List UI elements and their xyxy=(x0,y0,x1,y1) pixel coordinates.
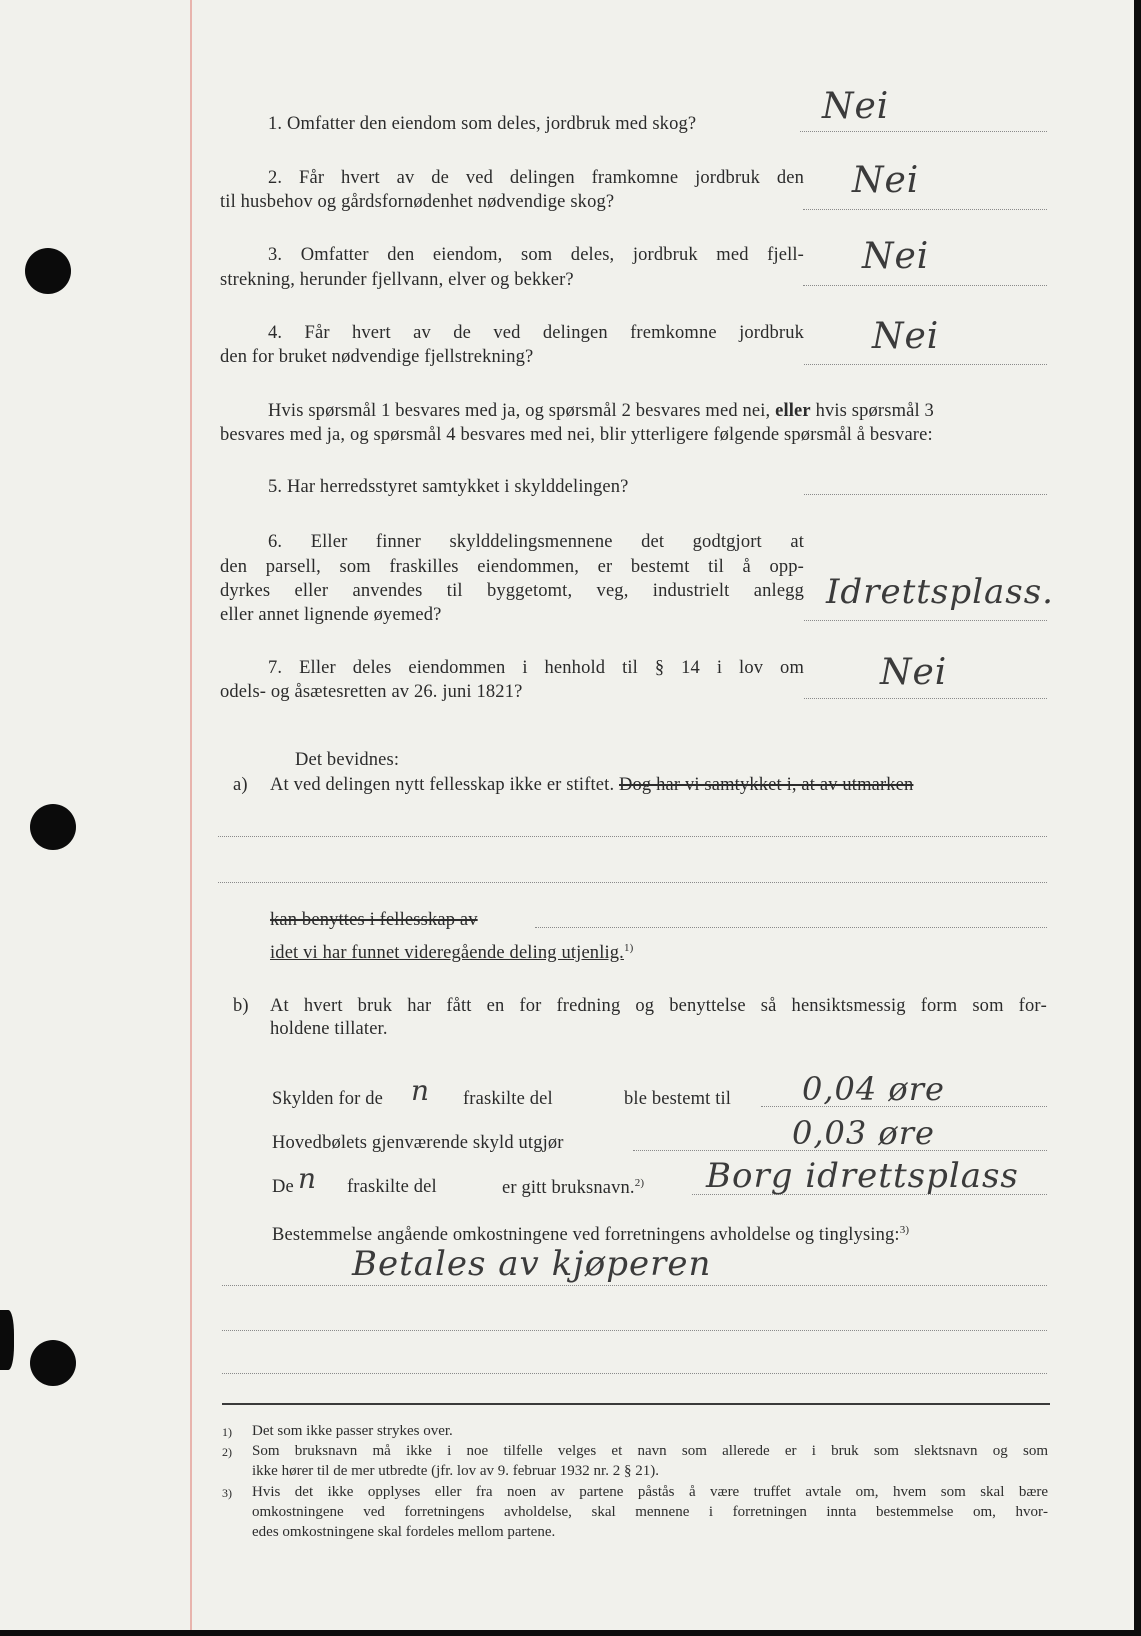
skyld-label-2: fraskilte del xyxy=(463,1089,553,1109)
answer-line xyxy=(803,285,1047,286)
footnote-2-line-1: Som bruksnavn må ikke i noe tilfelle velges et navn som allerede er i bruk som slektsnavn og som xyxy=(252,1443,1048,1459)
answer-line xyxy=(800,131,1047,132)
answer-line xyxy=(804,620,1047,621)
hoved-label: Hovedbølets gjenværende skyld utgjør xyxy=(272,1133,564,1153)
answer-1: Nei xyxy=(822,86,890,127)
footnote-1: Det som ikke passer strykes over. xyxy=(252,1423,453,1439)
footnote-3-mark: 3) xyxy=(222,1486,232,1500)
certify-b-line-1: At hvert bruk har fått en for fredning og benyttelse så hensiktsmessig form som for‑ xyxy=(270,996,1047,1016)
question-6-line-3: dyrkes eller anvendes til byggetomt, veg, industrielt anlegg xyxy=(220,581,804,601)
answer-line xyxy=(803,209,1047,210)
condition-line-2: besvares med ja, og spørsmål 4 besvares med nei, blir ytterligere følgende spørsmål å besvare: xyxy=(220,425,933,445)
blank-line xyxy=(218,882,1047,883)
footnote-3-line-2: omkostningene ved forretningens avholdelse, skal mennene i forretningen innta bestemmelse om, hvor‑ xyxy=(252,1504,1048,1520)
question-2-line-2: til husbehov og gårdsfornødenhet nødvendige skog? xyxy=(220,192,615,212)
skyld-hw-suffix: n xyxy=(411,1074,431,1107)
struck-line-1: kan benyttes i fellesskap av xyxy=(270,910,478,930)
question-7-line-2: odels‑ og åsætesretten av 26. juni 1821? xyxy=(220,682,523,702)
footnote-3-line-3: edes omkostningene skal fordeles mellom partene. xyxy=(252,1524,556,1540)
skyld-value: 0,04 øre xyxy=(802,1070,945,1108)
footnote-3-line-1: Hvis det ikke opplyses eller fra noen av partene påstås å være truffet avtale om, hvem som skal bære xyxy=(252,1484,1048,1500)
margin-rule xyxy=(190,0,192,1630)
condition-line-1: Hvis spørsmål 1 besvares med ja, og spørsmål 2 besvares med nei, eller hvis spørsmål 3 xyxy=(268,401,934,421)
best-label: Bestemmelse angående omkostningene ved forretningens avholdelse og tinglysing:$^{3)}$ xyxy=(272,1224,910,1246)
certify-b-line-2: holdene tillater. xyxy=(270,1019,388,1039)
footnote-1-mark: 1) xyxy=(222,1425,232,1439)
answer-line xyxy=(804,494,1047,495)
punch-hole xyxy=(30,804,76,850)
punch-hole xyxy=(25,248,71,294)
answer-line xyxy=(804,698,1047,699)
answer-3: Nei xyxy=(862,236,930,277)
answer-2: Nei xyxy=(852,160,920,201)
field-line xyxy=(222,1373,1047,1374)
question-3-line-1: 3. Omfatter den eiendom, som deles, jordbruk med fjell‑ xyxy=(268,245,804,265)
blank-line xyxy=(218,836,1047,837)
del-value: Borg idrettsplass xyxy=(706,1156,1019,1196)
question-1: 1. Omfatter den eiendom som deles, jordbruk med skog? xyxy=(268,114,697,134)
answer-7: Nei xyxy=(880,652,948,693)
answer-6: Idrettsplass. xyxy=(826,572,1054,612)
question-2-line-1: 2. Får hvert av de ved delingen framkomne jordbruk den xyxy=(268,168,804,188)
field-line xyxy=(222,1285,1047,1286)
del-hw-suffix: n xyxy=(298,1162,318,1195)
skyld-label-1: Skylden for de xyxy=(272,1089,384,1109)
footnote-rule xyxy=(222,1403,1050,1405)
question-4-line-2: den for bruket nødvendige fjellstrekning? xyxy=(220,347,534,367)
question-5: 5. Har herredsstyret samtykket i skylddelingen? xyxy=(268,477,629,497)
question-6-line-4: eller annet lignende øyemed? xyxy=(220,605,442,625)
skyld-label-3: ble bestemt til xyxy=(624,1089,732,1109)
certify-a-label: a) xyxy=(233,775,248,795)
field-line xyxy=(222,1330,1047,1331)
question-7-line-1: 7. Eller deles eiendommen i henhold til § 14 i lov om xyxy=(268,658,804,678)
punch-hole xyxy=(30,1340,76,1386)
del-label-1: De xyxy=(272,1177,294,1197)
certify-heading: Det bevidnes: xyxy=(295,750,400,770)
question-6-line-2: den parsell, som fraskilles eiendommen, er bestemt til å opp‑ xyxy=(220,557,804,577)
page-tear xyxy=(0,1310,14,1370)
del-label-2: fraskilte del xyxy=(347,1177,437,1197)
question-3-line-2: strekning, herunder fjellvann, elver og bekker? xyxy=(220,270,574,290)
question-6-line-1: 6. Eller finner skylddelingsmennene det godtgjort at xyxy=(268,532,804,552)
footnote-2-line-2: ikke hører til de mer utbredte (jfr. lov av 9. februar 1932 nr. 2 § 21). xyxy=(252,1463,659,1479)
blank-line xyxy=(535,927,1047,928)
answer-line xyxy=(804,364,1047,365)
del-label-3: er gitt bruksnavn.$^{2)}$ xyxy=(502,1177,645,1199)
hoved-value: 0,03 øre xyxy=(792,1114,935,1152)
best-value: Betales av kjøperen xyxy=(352,1244,712,1284)
answer-4: Nei xyxy=(872,316,940,357)
certify-a-text: At ved delingen nytt fellesskap ikke er stiftet. Dog har vi samtykket i, at av utmarken xyxy=(270,775,914,795)
certify-b-label: b) xyxy=(233,996,249,1016)
struck-line-2: idet vi har funnet videregående deling utjenlig.$^{1)}$ xyxy=(270,942,634,964)
footnote-2-mark: 2) xyxy=(222,1445,232,1459)
question-4-line-1: 4. Får hvert av de ved delingen fremkomne jordbruk xyxy=(268,323,804,343)
